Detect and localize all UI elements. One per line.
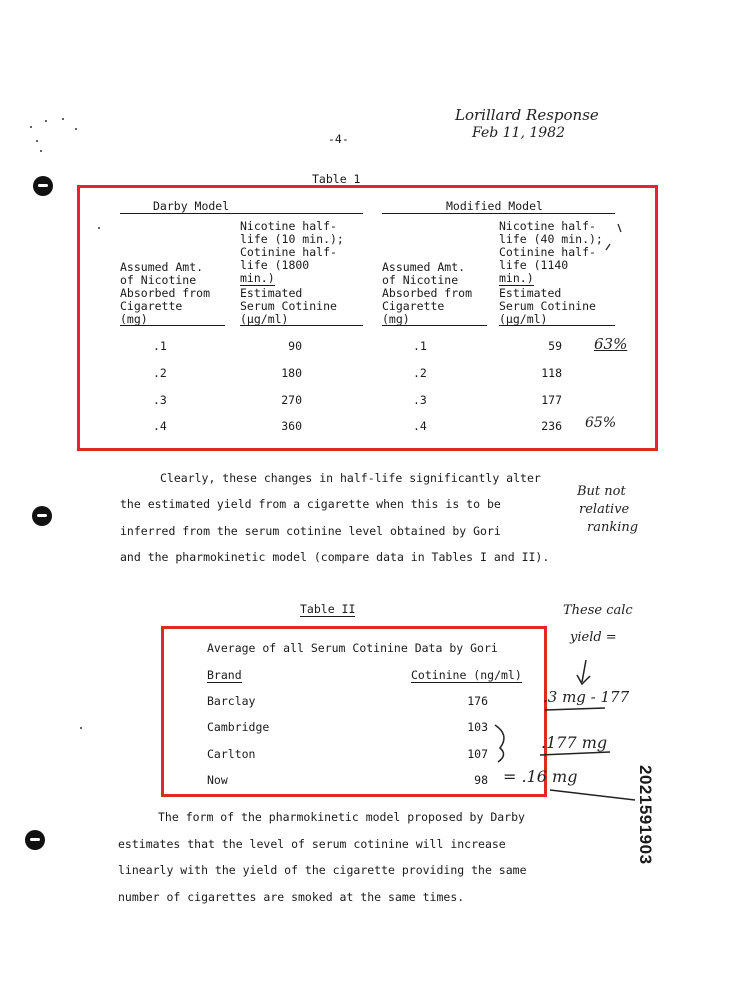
modified-cotinine-rule <box>499 325 615 326</box>
hole-punch-mark <box>32 506 52 526</box>
hole-punch-mark <box>25 830 45 850</box>
modified-halflife-min <box>499 272 534 285</box>
handwritten-header: Lorillard Response <box>455 106 599 124</box>
hole-punch-mark <box>33 176 53 196</box>
modified-model-heading: Modified Model <box>446 199 543 213</box>
scan-speck <box>75 128 77 130</box>
darby-amount-header: Assumed Amt. of Nicotine Absorbed from Cigarette (mg) <box>120 260 211 326</box>
darby-row-amount: .2 <box>153 366 167 380</box>
scan-speck <box>40 150 42 152</box>
darby-model-heading: Darby Model <box>153 199 230 213</box>
handwritten-yield-note: .3 mg - 177 <box>543 688 630 706</box>
darby-row-amount: .3 <box>153 393 167 407</box>
scan-speck <box>36 140 38 142</box>
table2-brand-header-text: Brand <box>207 668 242 682</box>
margin-note-line: ranking <box>587 520 639 535</box>
modified-halflife-min-text: min.) <box>499 271 534 285</box>
table2-brand-header <box>207 669 242 682</box>
table2-row-brand: Cambridge <box>207 720 270 734</box>
margin-note-line: These calc <box>563 603 633 618</box>
darby-halflife-header: Nicotine half- life (10 min.); Cotinine half- life (1800 <box>240 219 344 272</box>
margin-note-line: relative <box>579 502 630 517</box>
darby-row-cotinine: 180 <box>281 366 302 380</box>
arrow-down-stroke <box>577 660 590 684</box>
mid-underline <box>540 752 610 755</box>
darby-row-amount: .1 <box>153 339 167 353</box>
darby-halflife-min-text: min.) <box>240 271 275 285</box>
modified-row-cotinine: 59 <box>548 339 562 353</box>
table2-title-text: Table II <box>300 602 356 616</box>
scan-speck <box>62 118 64 120</box>
darby-heading-rule <box>120 213 363 214</box>
paragraph-line: number of cigarettes are smoked at the same times. <box>118 890 465 904</box>
darby-row-cotinine: 270 <box>281 393 302 407</box>
scan-speck <box>45 120 47 122</box>
paragraph-line: and the pharmokinetic model (compare data in Tables I and II). <box>120 550 550 564</box>
now-underline <box>550 790 635 800</box>
table2-row-cotinine: 98 <box>474 773 488 787</box>
barclay-underline <box>545 708 605 710</box>
darby-halflife-min <box>240 272 275 285</box>
handwritten-percent-note: 65% <box>585 415 617 431</box>
table2-cotinine-header-text: Cotinine (ng/ml) <box>411 668 522 682</box>
table2-row-brand: Carlton <box>207 747 256 761</box>
modified-halflife-header: Nicotine half- life (40 min.); Cotinine half- life (1140 <box>499 219 603 272</box>
table2-row-cotinine: 107 <box>467 747 488 761</box>
modified-amount-rule <box>382 325 487 326</box>
table2-row-cotinine: 103 <box>467 720 488 734</box>
margin-note-line: yield = <box>570 630 617 645</box>
darby-amount-rule <box>120 325 225 326</box>
paragraph-line: inferred from the serum cotinine level obtained by Gori <box>120 524 501 538</box>
bates-number: 2021591903 <box>636 765 655 865</box>
modified-amount-header: Assumed Amt. of Nicotine Absorbed from Cigarette (mg) <box>382 260 473 326</box>
handwritten-yield-note: .177 mg <box>541 733 608 752</box>
modified-row-amount: .1 <box>413 339 427 353</box>
table2-row-brand: Barclay <box>207 694 256 708</box>
scan-speck <box>80 727 82 729</box>
margin-note-line: But not <box>577 484 626 499</box>
table2-row-brand: Now <box>207 773 228 787</box>
darby-cotinine-rule <box>240 325 363 326</box>
scan-speck <box>30 126 32 128</box>
modified-row-amount: .2 <box>413 366 427 380</box>
modified-row-amount: .3 <box>413 393 427 407</box>
modified-cotinine-header: Estimated Serum Cotinine (μg/ml) <box>499 286 596 326</box>
darby-row-cotinine: 360 <box>281 419 302 433</box>
darby-cotinine-header: Estimated Serum Cotinine (μg/ml) <box>240 286 337 326</box>
table2-subtitle: Average of all Serum Cotinine Data by Gori <box>207 641 498 655</box>
paragraph-line: Clearly, these changes in half-life significantly alter <box>160 471 541 485</box>
handwritten-yield-note: = .16 mg <box>503 767 578 786</box>
modified-row-cotinine: 177 <box>541 393 562 407</box>
table2-row-cotinine: 176 <box>467 694 488 708</box>
table2-cotinine-header <box>411 669 522 682</box>
handwritten-date: Feb 11, 1982 <box>472 125 565 141</box>
paragraph-line: the estimated yield from a cigarette when this is to be <box>120 497 501 511</box>
table1-title: Table 1 <box>312 172 361 186</box>
modified-heading-rule <box>382 213 615 214</box>
darby-row-cotinine: 90 <box>288 339 302 353</box>
paragraph-line: estimates that the level of serum cotinine will increase <box>118 837 506 851</box>
page-number: -4- <box>328 132 349 146</box>
table2-title <box>300 603 355 616</box>
darby-row-amount: .4 <box>153 419 167 433</box>
handwritten-percent-note: 63% <box>594 335 628 353</box>
modified-row-cotinine: 118 <box>541 366 562 380</box>
paragraph-line: The form of the pharmokinetic model proposed by Darby <box>158 810 525 824</box>
modified-row-cotinine: 236 <box>541 419 562 433</box>
paragraph-line: linearly with the yield of the cigarette providing the same <box>118 863 527 877</box>
modified-row-amount: .4 <box>413 419 427 433</box>
